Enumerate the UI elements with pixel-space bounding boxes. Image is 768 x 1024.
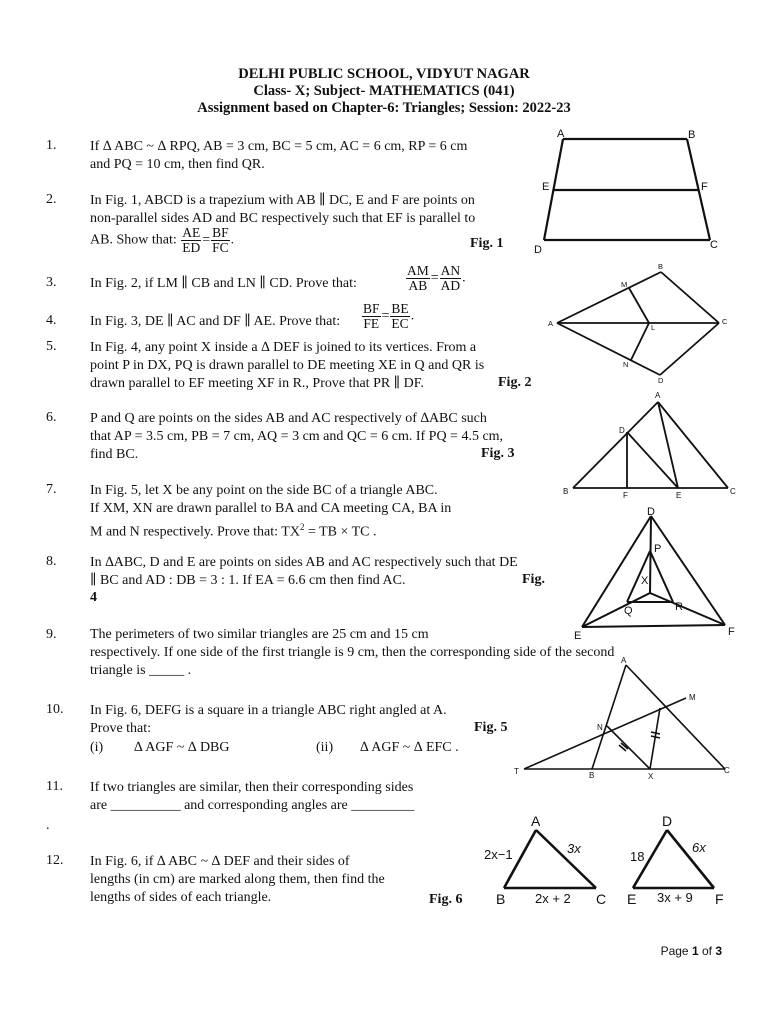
question-8 bbox=[90, 554, 518, 590]
vertex-label: E bbox=[676, 491, 682, 500]
vertex-label: F bbox=[701, 181, 708, 193]
vertex-label: X bbox=[648, 772, 654, 781]
vertex-label: D bbox=[534, 244, 542, 256]
vertex-label: E bbox=[542, 181, 550, 193]
fraction: $\frac{AE}{ED}$ bbox=[182, 225, 201, 255]
question-text: M and N respectively. Prove that: $TX^2$ = TB × TC . bbox=[90, 522, 377, 540]
side-length-label: 2x + 2 bbox=[535, 891, 571, 906]
vertex-label: Q bbox=[624, 605, 633, 617]
question-text: The perimeters of two similar triangles are 25 cm and 15 cm bbox=[90, 627, 429, 642]
vertex-label: R bbox=[675, 601, 683, 613]
fig-5-label: Fig. 5 bbox=[474, 720, 508, 735]
question-text: In Fig. 4, any point X inside a ∆ DEF is joined to its vertices. From a bbox=[90, 340, 477, 355]
vertex-label: F bbox=[623, 491, 628, 500]
vertex-label: B bbox=[688, 129, 696, 141]
question-12 bbox=[90, 853, 385, 907]
question-text: lengths of sides of each triangle. bbox=[90, 890, 272, 905]
question-10-part-ii: ∆ AGF ~ ∆ EFC . bbox=[360, 740, 459, 755]
question-text: non-parallel sides AD and BC respectively such that EF is parallel to bbox=[90, 211, 476, 226]
question-10-part-i-label: (i) bbox=[90, 740, 104, 755]
question-number: 9. bbox=[46, 627, 57, 642]
vertex-label: E bbox=[627, 891, 637, 907]
question-text: triangle is _____ . bbox=[90, 663, 192, 678]
question-number: 4. bbox=[46, 313, 57, 328]
vertex-label: B bbox=[563, 487, 569, 496]
question-4-equation: $\frac{BF}{FE}$ = $\frac{BE}{EC}$ . bbox=[363, 301, 415, 331]
vertex-label: A bbox=[621, 656, 627, 665]
side-length-label: 3x bbox=[567, 841, 581, 856]
question-text: lengths (in cm) are marked along them, then find the bbox=[90, 872, 385, 887]
fig-4-label-number: 4 bbox=[90, 590, 97, 605]
vertex-label: A bbox=[531, 813, 541, 829]
question-number: 7. bbox=[46, 482, 57, 497]
vertex-label: C bbox=[722, 317, 728, 326]
figure-3-triangle bbox=[560, 388, 745, 503]
question-text: find BC. bbox=[90, 447, 139, 462]
vertex-label: C bbox=[730, 487, 736, 496]
fraction: $\frac{BF}{FC}$ bbox=[212, 225, 229, 255]
vertex-label: A bbox=[557, 128, 565, 140]
side-length-label: 3x + 9 bbox=[657, 890, 693, 905]
question-text: point P in DX, PQ is drawn parallel to DE meeting XE in Q and QR is bbox=[90, 358, 485, 373]
side-length-label: 6x bbox=[692, 840, 706, 855]
vertex-label: B bbox=[658, 262, 664, 271]
vertex-label: P bbox=[654, 543, 662, 555]
question-4-text: In Fig. 3, DE ∥ AC and DF ∥ AE. Prove that: bbox=[90, 314, 341, 329]
question-number: 5. bbox=[46, 339, 57, 354]
figure-1-trapezium bbox=[530, 126, 730, 256]
vertex-label: D bbox=[647, 506, 655, 518]
vertex-label: D bbox=[662, 813, 673, 829]
question-text: AB. Show that: bbox=[90, 232, 177, 248]
vertex-label: M bbox=[621, 280, 628, 289]
figure-2-kite bbox=[545, 260, 745, 385]
figure-6-triangles bbox=[478, 808, 748, 913]
fig-6-label: Fig. 6 bbox=[429, 892, 463, 907]
question-text: ∥ BC and AD : DB = 3 : 1. If EA = 6.6 cm then find AC. bbox=[90, 573, 406, 588]
fraction: $\frac{AN}{AD}$ bbox=[440, 263, 461, 293]
vertex-label: L bbox=[651, 323, 656, 332]
question-3-equation: $\frac{AM}{AB}$ = $\frac{AN}{AD}$ . bbox=[407, 263, 466, 293]
figure-5-triangle bbox=[510, 655, 735, 785]
question-10 bbox=[90, 702, 447, 738]
vertex-label: N bbox=[623, 360, 629, 369]
question-text: that AP = 3.5 cm, PB = 7 cm, AQ = 3 cm and QC = 6 cm. If PQ = 4.5 cm, bbox=[90, 429, 504, 444]
vertex-label: D bbox=[658, 376, 664, 385]
question-5 bbox=[90, 339, 484, 393]
school-name: DELHI PUBLIC SCHOOL, VIDYUT NAGAR bbox=[238, 66, 530, 82]
question-text: In ∆ABC, D and E are points on sides AB and AC respectively such that DE bbox=[90, 555, 518, 570]
question-text: If XM, XN are drawn parallel to BA and CA meeting CA, BA in bbox=[90, 501, 452, 516]
vertex-label: M bbox=[689, 693, 696, 702]
question-text: In Fig. 6, DEFG is a square in a triangle ABC right angled at A. bbox=[90, 703, 447, 718]
question-number: 6. bbox=[46, 410, 57, 425]
question-text: P and Q are points on the sides AB and AC respectively of ∆ABC such bbox=[90, 411, 487, 426]
question-6 bbox=[90, 410, 503, 464]
class-subject: Class- X; Subject- MATHEMATICS (041) bbox=[253, 83, 515, 99]
question-number: 2. bbox=[46, 192, 57, 207]
fig-1-label: Fig. 1 bbox=[470, 236, 504, 251]
question-text: and PQ = 10 cm, then find QR. bbox=[90, 157, 265, 172]
vertex-label: F bbox=[715, 891, 724, 907]
question-number: 1. bbox=[46, 138, 57, 153]
vertex-label: A bbox=[655, 391, 661, 400]
vertex-label: C bbox=[710, 239, 718, 251]
question-text: Prove that: bbox=[90, 721, 152, 736]
page-number: Page 1 of 3 bbox=[660, 944, 722, 958]
figure-4-triangle bbox=[570, 503, 740, 643]
vertex-label: B bbox=[589, 771, 595, 780]
question-text: respectively. If one side of the first triangle is 9 cm, then the corresponding side of the second bbox=[90, 645, 615, 660]
fraction: $\frac{AM}{AB}$ bbox=[407, 263, 429, 293]
question-text: In Fig. 1, ABCD is a trapezium with AB ∥ DC, E and F are points on bbox=[90, 193, 475, 208]
question-2 bbox=[90, 192, 475, 228]
vertex-label: E bbox=[574, 630, 582, 642]
question-text: drawn parallel to EF meeting XF in R., Prove that PR ∥ DF. bbox=[90, 376, 424, 391]
fig-4-label: Fig. bbox=[522, 572, 545, 587]
question-number: 11. bbox=[46, 779, 63, 794]
question-11 bbox=[90, 779, 414, 815]
side-length-label: 2x−1 bbox=[484, 847, 513, 862]
stray-dot: . bbox=[46, 818, 50, 833]
question-2-equation: AB. Show that: $\frac{AE}{ED}$ = $\frac{BF}{FC}$ . bbox=[90, 225, 235, 255]
vertex-label: N bbox=[597, 723, 603, 732]
question-number: 8. bbox=[46, 554, 57, 569]
fraction: $\frac{BF}{FE}$ bbox=[363, 301, 380, 331]
question-text: If ∆ ABC ~ ∆ RPQ, AB = 3 cm, BC = 5 cm, AC = 6 cm, RP = 6 cm bbox=[90, 139, 468, 154]
vertex-label: A bbox=[548, 319, 554, 328]
question-number: 10. bbox=[46, 702, 64, 717]
question-7 bbox=[90, 482, 451, 542]
question-1 bbox=[90, 138, 467, 174]
vertex-label: B bbox=[496, 891, 506, 907]
question-text: In Fig. 5, let X be any point on the side BC of a triangle ABC. bbox=[90, 483, 438, 498]
question-10-part-ii-label: (ii) bbox=[316, 740, 334, 755]
vertex-label: X bbox=[641, 575, 649, 587]
question-10-part-i: ∆ AGF ~ ∆ DBG bbox=[134, 740, 230, 755]
fig-3-label: Fig. 3 bbox=[481, 446, 515, 461]
side-length-label: 18 bbox=[630, 849, 645, 864]
question-number: 3. bbox=[46, 275, 57, 290]
question-text: If two triangles are similar, then their corresponding sides bbox=[90, 780, 414, 795]
question-3-text: In Fig. 2, if LM ∥ CB and LN ∥ CD. Prove that: bbox=[90, 276, 357, 291]
question-number: 12. bbox=[46, 853, 64, 868]
vertex-label: C bbox=[596, 891, 607, 907]
vertex-label: D bbox=[619, 426, 625, 435]
assignment-title: Assignment based on Chapter-6: Triangles; Session: 2022-23 bbox=[197, 100, 571, 116]
question-text: In Fig. 6, if ∆ ABC ~ ∆ DEF and their sides of bbox=[90, 854, 350, 869]
question-text: are __________ and corresponding angles are _________ bbox=[90, 798, 415, 813]
fig-2-label: Fig. 2 bbox=[498, 375, 532, 390]
fraction: $\frac{BE}{EC}$ bbox=[391, 301, 409, 331]
vertex-label: F bbox=[728, 626, 735, 638]
vertex-label: C bbox=[724, 766, 730, 775]
vertex-label: T bbox=[514, 767, 519, 776]
